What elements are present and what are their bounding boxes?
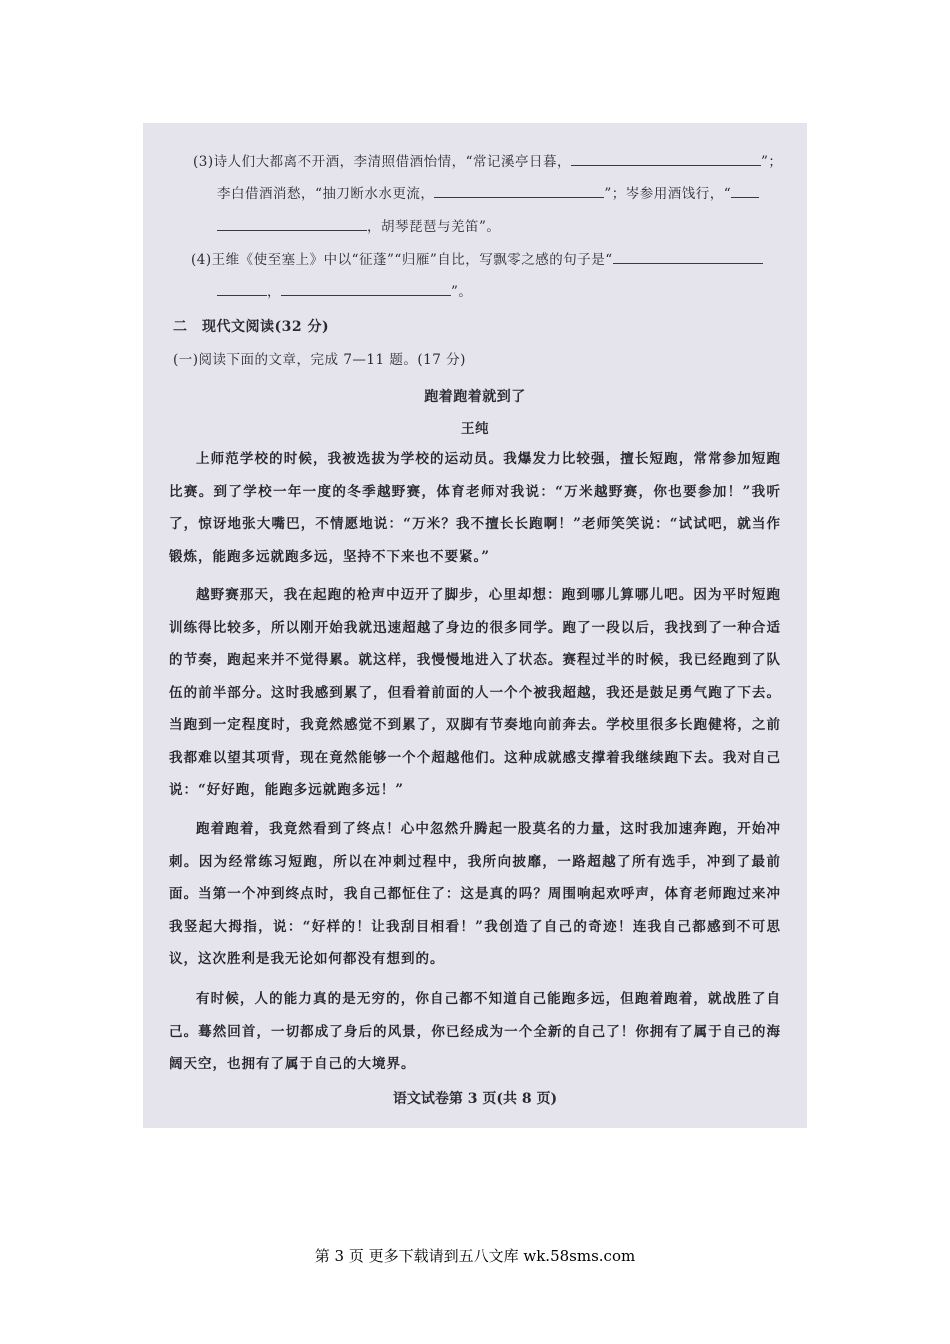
- document-footer: 第 3 页 更多下载请到五八文库 wk.58sms.com: [314, 1247, 636, 1265]
- q4-line-2: [217, 283, 472, 301]
- article-paragraph-3: 跑着跑着，我竟然看到了终点！心中忽然升腾起一股莫名的力量，这时我加速奔跑，开始冲刺。因为经常练习短跑，所以在冲刺过程中，我所向披靡，一路超越了所有选手，冲到了最前面。当第一个冲到终点时，我自己都怔住了：这是真的吗？周围响起欢呼声，体育老师跑过来冲我竖起大拇指，说：“好样的！让我刮目相看！”我创造了自己的奇迹！连我自己都感到不可思议，这次胜利是我无论如何都没有想到的。: [169, 821, 781, 967]
- q4-text-1a: (4)王维《使至塞上》中以“征蓬”“归雁”自比，写飘零之感的句子是“: [191, 252, 613, 268]
- answer-blank: [217, 218, 367, 231]
- section-heading: 二 现代文阅读(32 分): [173, 319, 330, 335]
- q3-text-2a: 李白借酒消愁，“抽刀断水水更流，: [217, 186, 435, 202]
- exam-page-number: 语文试卷第 3 页(共 8 页): [392, 1091, 558, 1107]
- answer-blank: [434, 185, 604, 198]
- exam-page-photo: [143, 123, 807, 1128]
- q3-text-2b: ”；岑参用酒饯行，“: [604, 186, 732, 202]
- q3-text-1a: (3)诗人们大都离不开酒，李清照借酒怡情，“常记溪亭日暮，: [193, 154, 572, 170]
- answer-blank: [571, 153, 761, 166]
- q3-line-2: [217, 185, 759, 203]
- q3-text-1b: ”；: [761, 154, 783, 170]
- q4-text-2b: ”。: [451, 284, 473, 300]
- answer-blank: [217, 283, 267, 296]
- article-paragraph-4: 有时候，人的能力真的是无穷的，你自己都不知道自己能跑多远，但跑着跑着，就战胜了自己。蓦然回首，一切都成了身后的风景，你已经成为一个全新的自己了！你拥有了属于自己的海阔天空，也拥有了属于自己的大境界。: [169, 991, 781, 1072]
- article-paragraph-1: 上师范学校的时候，我被选拔为学校的运动员。我爆发力比较强，擅长短跑，常常参加短跑比赛。到了学校一年一度的冬季越野赛，体育老师对我说：“万米越野赛，你也要参加！”我听了，惊讶地张大嘴巴，不情愿地说：“万米？我不擅长长跑啊！”老师笑笑说：“试试吧，就当作锻炼，能跑多远就跑多远，坚持不下来也不要紧。”: [169, 451, 781, 565]
- article-title: 跑着跑着就到了: [424, 389, 526, 405]
- answer-blank: [613, 251, 763, 264]
- article-paragraph-2: 越野赛那天，我在起跑的枪声中迈开了脚步，心里却想：跑到哪儿算哪儿吧。因为平时短跑训练得比较多，所以刚开始我就迅速超越了身边的很多同学。跑了一段以后，我找到了一种合适的节奏，跑起来并不觉得累。就这样，我慢慢地进入了状态。赛程过半的时候，我已经跑到了队伍的前半部分。这时我感到累了，但看着前面的人一个个被我超越，我还是鼓足勇气跑了下去。当跑到一定程度时，我竟然感觉不到累了，双脚有节奏地向前奔去。学校里很多长跑健将，之前我都难以望其项背，现在竟然能够一个个超越他们。这种成就感支撑着我继续跑下去。我对自己说：“好好跑，能跑多远就跑多远！”: [169, 587, 781, 798]
- answer-blank: [281, 283, 451, 296]
- q3-text-3b: ，胡琴琵琶与羌笛”。: [367, 219, 501, 235]
- q4-text-2a: ，: [267, 284, 281, 300]
- q4-line-1: [191, 251, 763, 269]
- section-instruction: (一)阅读下面的文章，完成 7—11 题。(17 分): [173, 352, 466, 368]
- answer-blank: [731, 185, 759, 198]
- q3-line-1: [193, 153, 782, 171]
- q3-line-3: [217, 218, 500, 236]
- article-author: 王纯: [461, 421, 489, 437]
